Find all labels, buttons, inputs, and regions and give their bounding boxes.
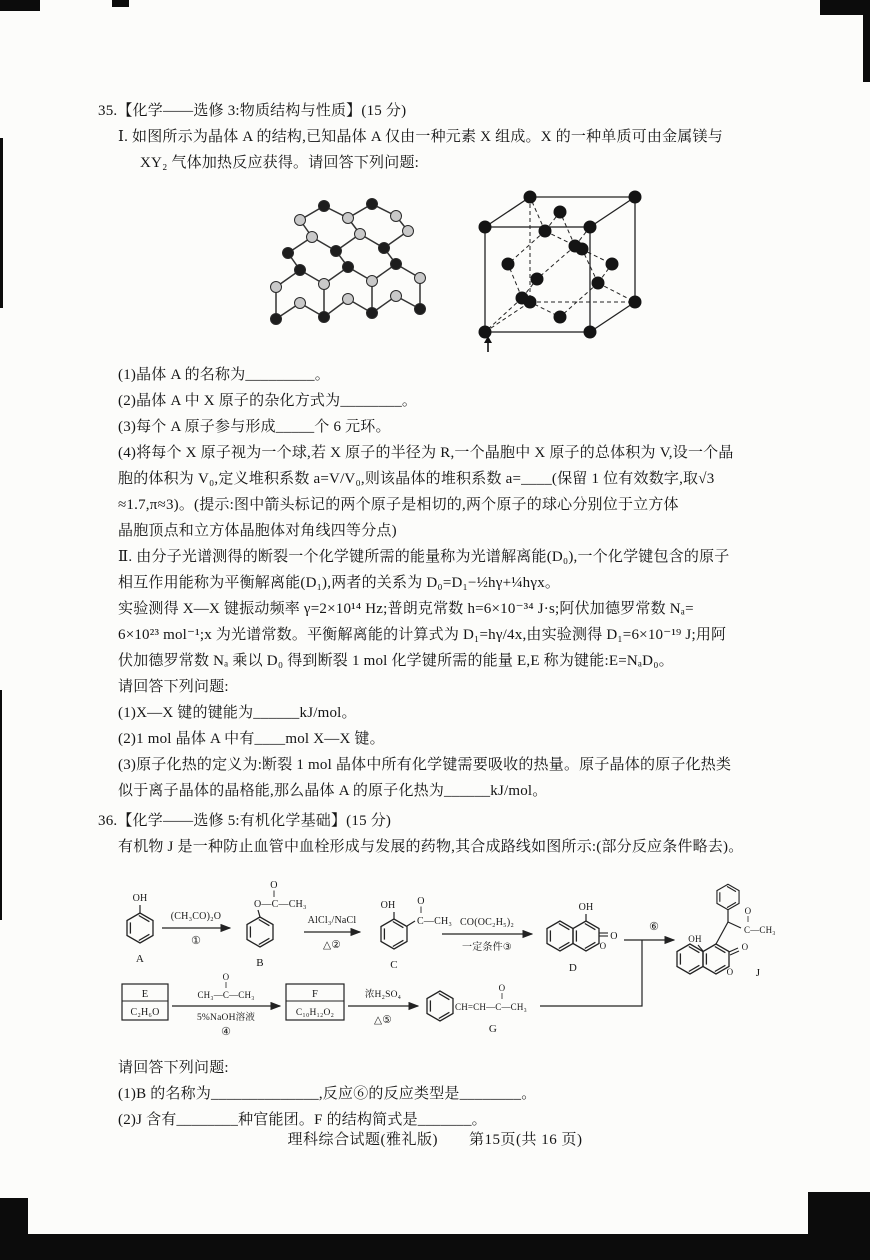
q35-sub4-line4: 晶胞顶点和立方体晶胞体对角线四等分点) (118, 523, 397, 539)
q35-part2-line1: Ⅱ. 由分子光谱测得的断裂一个化学键所需的能量称为光谱解离能(D₀),一个化学键包含的原子 (118, 549, 730, 565)
q35-header: 35.【化学——选修 3:物质结构与性质】(15 分) (98, 103, 407, 119)
q35-p2-sub1: (1)X—X 键的键能为______kJ/mol。 (118, 705, 357, 721)
F-formula: C₁₀H₁₂O₂ (295, 1008, 335, 1018)
page-content (98, 94, 794, 1133)
q35-p2-sub3-line2: 似于离子晶体的晶格能,那么晶体 A 的原子化热为______kJ/mol。 (118, 783, 548, 799)
q35-sub4-line2: 胞的体积为 V₀,定义堆积系数 a=V/V₀,则该晶体的堆积系数 a=____(保留 1 位有效数字,取√3 (118, 471, 715, 487)
q35-p2-sub3-line1: (3)原子化热的定义为:断裂 1 mol 晶体中所有化学键需要吸收的热量。原子晶体的原子化热类 (118, 757, 732, 773)
scan-mark (0, 0, 40, 11)
J-carbonyl-O: O (741, 942, 749, 952)
q35-sub3: (3)每个 A 原子参与形成_____个 6 元环。 (118, 419, 391, 435)
reagent-5: 浓H₂SO₄ (364, 990, 402, 1000)
compound-G-label: G (488, 1023, 498, 1035)
synthesis-route-figure (108, 864, 794, 1051)
reagent-2: AlCl₃/NaCl (307, 915, 357, 926)
q35-sub2: (2)晶体 A 中 X 原子的杂化方式为________。 (118, 393, 418, 409)
scan-mark (0, 1234, 870, 1260)
D-OH-label: OH (578, 902, 594, 913)
reagent-1: (CH₃CO)₂O (170, 911, 222, 922)
compound-B-label: B (256, 957, 264, 969)
compound-D-label: D (568, 962, 578, 974)
q35-data-line2: 6×10²³ mol⁻¹;x 为光谱常数。平衡解离能的计算式为 D₁=hγ/4x,由实验测得 D₁=6×10⁻¹⁹ J;用阿 (118, 627, 727, 643)
J-fused-ring2 (703, 944, 729, 974)
q35-sub1: (1)晶体 A 的名称为_________。 (118, 367, 330, 383)
benzene-ring-C (381, 919, 407, 949)
step-5-label: △⑤ (374, 1014, 392, 1026)
B-substituent: O—C—CH₃ (254, 899, 307, 910)
E-formula: C₂H₆O (130, 1007, 160, 1018)
benzene-ring-A (127, 913, 153, 943)
scan-mark (0, 690, 2, 920)
q36-ask: 请回答下列问题: (118, 1060, 229, 1076)
scan-mark (808, 1192, 870, 1260)
J-ring-O: O (726, 967, 734, 977)
scan-mark (0, 138, 3, 308)
crystal-figures (256, 182, 794, 354)
q35-intro-line2: XY₂ 气体加热反应获得。请回答下列问题: (140, 155, 420, 171)
q35-ask: 请回答下列问题: (118, 679, 229, 695)
q36-sub1: (1)B 的名称为______________,反应⑥的反应类型是________。 (118, 1086, 537, 1102)
J-fused-ring1 (677, 944, 703, 974)
page-footer: 理科综合试题(雅礼版) 第15页(共 16 页) (287, 1132, 583, 1148)
unit-cell-figure (460, 182, 658, 354)
double-bond-mark: ‖ (746, 915, 750, 924)
q35-sub4-line1: (4)将每个 X 原子视为一个球,若 X 原子的半径为 R,一个晶胞中 X 原子的总体积为 V,设一个晶 (118, 445, 734, 461)
G-carbonyl-O: O (498, 983, 506, 993)
q35-data-line3: 伏加德罗常数 Nₐ 乘以 D₀ 得到断裂 1 mol 化学键所需的能量 E,E 称为键能:E=NₐD₀。 (118, 653, 674, 669)
step-6-label: ⑥ (648, 920, 660, 933)
q36-header: 36.【化学——选修 5:有机化学基础】(15 分) (98, 813, 392, 829)
q36-intro: 有机物 J 是一种防止血管中血栓形成与发展的药物,其合成路线如图所示:(部分反应条件略去)。 (118, 839, 744, 855)
reagent-4-ketone: CH₃—C—CH₃ (197, 990, 255, 1000)
compound-C-label: C (390, 959, 398, 971)
reagent-4-base: 5%NaOH溶液 (196, 1013, 256, 1023)
double-bond-mark: ‖ (500, 992, 504, 1001)
compound-F-label: F (311, 989, 319, 1000)
J-phenyl-ring (717, 884, 739, 910)
scan-mark (112, 0, 129, 7)
step-4-label: ④ (220, 1025, 232, 1038)
scan-mark (863, 12, 870, 82)
scan-mark (0, 1198, 28, 1260)
J-side-chain: C—CH₃ (744, 925, 776, 935)
step-2-label: △② (323, 939, 341, 951)
step-3-label: 一定条件③ (462, 942, 512, 953)
compound-J-label: J (755, 967, 761, 979)
D-carbonyl-O: O (610, 931, 618, 942)
G-chain: CH=CH—C—CH₃ (455, 1002, 527, 1012)
q35-data-line1: 实验测得 X—X 键振动频率 γ=2×10¹⁴ Hz;普朗克常数 h=6×10⁻³⁴ J·s;阿伏加德罗常数 Nₐ= (118, 601, 694, 617)
benzene-ring-G (427, 991, 453, 1021)
D-ring-O: O (599, 941, 607, 951)
step-1-label: ① (190, 934, 202, 947)
J-chain-O: O (744, 906, 752, 916)
fused-ring-D1 (547, 921, 573, 951)
double-bond-mark: ‖ (419, 905, 423, 915)
q36-sub2: (2)J 含有________种官能团。F 的结构简式是_______。 (118, 1112, 487, 1128)
C-substituent: C—CH₃ (417, 916, 453, 927)
synthesis-route-svg (108, 864, 793, 1042)
q35-part2-line2: 相互作用能称为平衡解离能(D₁),两者的关系为 D₀=D₁−½hγ+¼hγx。 (118, 575, 561, 591)
reagent-4-O: O (222, 972, 230, 982)
reagent-3: CO(OC₂H₅)₂ (459, 917, 515, 928)
q35-p2-sub2: (2)1 mol 晶体 A 中有____mol X—X 键。 (118, 731, 385, 747)
crystal-ball-stick-figure (256, 195, 434, 341)
q35-sub4-line3: ≈1.7,π≈3)。(提示:图中箭头标记的两个原子是相切的,两个原子的球心分别位于立方体 (118, 497, 679, 513)
C-OH-label: OH (380, 900, 396, 911)
G-to-arrow6-connector (540, 940, 642, 1006)
double-bond-mark: ‖ (272, 889, 276, 899)
fused-ring-D2 (573, 921, 599, 951)
carbonyl-O: O (417, 896, 425, 907)
benzene-ring-B (247, 917, 273, 947)
J-OH-label: OH (688, 934, 702, 944)
carbonyl-O: O (270, 880, 278, 891)
q35-intro-line1: Ⅰ. 如图所示为晶体 A 的结构,已知晶体 A 仅由一种元素 X 组成。X 的一种单质可由金属镁与 (118, 129, 723, 145)
compound-A-label: A (135, 953, 145, 965)
A-OH-label: OH (132, 893, 148, 904)
compound-E-label: E (141, 989, 149, 1000)
double-bond-mark: ‖ (224, 981, 228, 990)
